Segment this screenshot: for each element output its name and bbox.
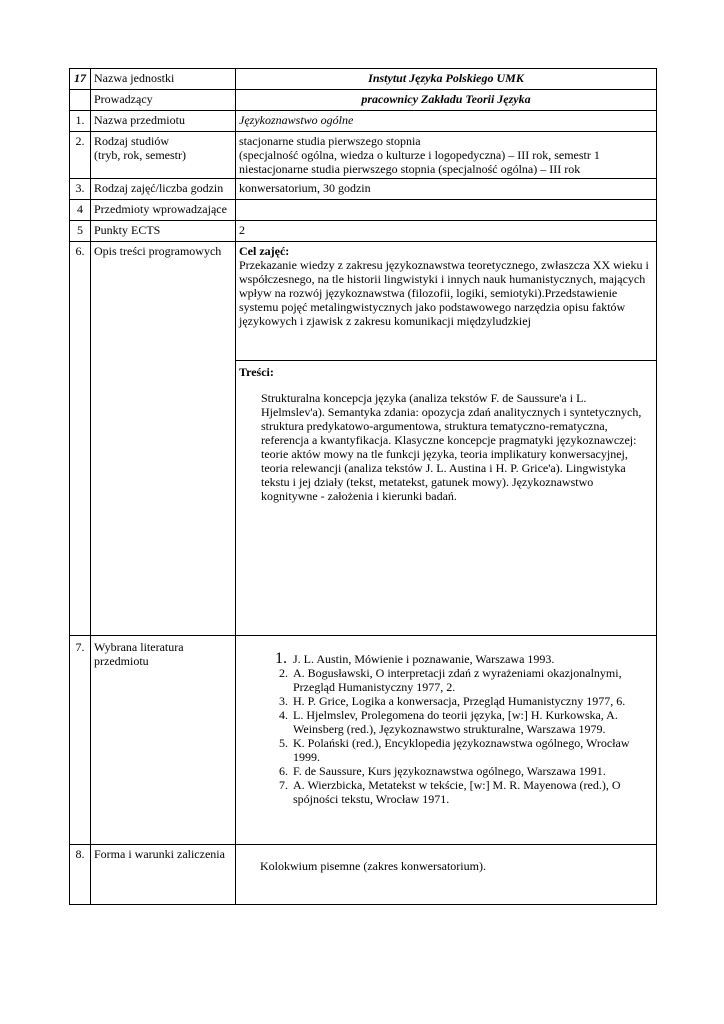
syllabus-page: [69, 68, 656, 905]
prerequisites-label: Przedmioty wprowadzające: [91, 200, 236, 221]
lead-label: Prowadzący: [91, 90, 236, 111]
unit-value: Instytut Języka Polskiego UMK: [236, 69, 657, 90]
row-assessment: [70, 845, 657, 905]
row-number: 6.: [70, 242, 91, 636]
program-goal-cell: [236, 242, 657, 361]
row-course-name: [70, 111, 657, 132]
literature-list: [239, 652, 653, 806]
row-number: 7.: [70, 636, 91, 845]
ects-value: 2: [236, 221, 657, 242]
study-type-value: [236, 132, 657, 179]
row-number: 3.: [70, 179, 91, 200]
study-type-value-line: stacjonarne studia pierwszego stopnia: [239, 134, 421, 148]
assessment-label: Forma i warunki zaliczenia: [91, 845, 236, 905]
literature-label: Wybrana literatura przedmiotu: [91, 636, 236, 845]
study-type-value-line: niestacjonarne studia pierwszego stopnia (specjalność ogólna) – III rok: [239, 162, 581, 176]
row-program-goal: [70, 242, 657, 361]
study-type-label-line: (tryb, rok, semestr): [94, 148, 186, 162]
row-number: 1.: [70, 111, 91, 132]
row-number: 5: [70, 221, 91, 242]
content-heading: Treści:: [239, 365, 274, 379]
literature-item: 1. J. L. Austin, Mówienie i poznawanie, Warszawa 1993.: [291, 652, 653, 666]
literature-item: 5. K. Polański (red.), Encyklopedia językoznawstwa ogólnego, Wrocław 1999.: [291, 736, 653, 764]
row-literature: [70, 636, 657, 845]
prerequisites-value: [236, 200, 657, 221]
class-type-value: konwersatorium, 30 godzin: [236, 179, 657, 200]
row-lead: [70, 90, 657, 111]
goal-text: Przekazanie wiedzy z zakresu językoznawstwa teoretycznego, zwłaszcza XX wieku i współczesnego, na tle historii lingwistyki i innych nauk humanistycznych, mających wpływ na rozwój językoznawstwa (filozofii, logiki, semiotyki).Przedstawienie systemu pojęć metalingwistycznych jako podstawowego narzędzia opisu faktów językowych i zjawisk z zakresu komunikacji międzyludzkiej: [239, 258, 649, 328]
goal-heading: Cel zajęć:: [239, 244, 290, 258]
row-study-type: [70, 132, 657, 179]
assessment-cell: [236, 845, 657, 905]
syllabus-table: [69, 68, 657, 905]
unit-label: Nazwa jednostki: [91, 69, 236, 90]
row-unit: [70, 69, 657, 90]
literature-item: 6. F. de Saussure, Kurs językoznawstwa ogólnego, Warszawa 1991.: [291, 764, 653, 778]
study-type-label-line: Rodzaj studiów: [94, 134, 169, 148]
row-prerequisites: [70, 200, 657, 221]
course-name-value: Językoznawstwo ogólne: [236, 111, 657, 132]
literature-cell: [236, 636, 657, 845]
row-ects: [70, 221, 657, 242]
literature-item: 4. L. Hjelmslev, Prolegomena do teorii języka, [w:] H. Kurkowska, A. Weinsberg (red.), Językoznawstwo strukturalne, Warszawa 1979.: [291, 708, 653, 736]
program-content-cell: [236, 361, 657, 636]
ects-label: Punkty ECTS: [91, 221, 236, 242]
row-number: 4: [70, 200, 91, 221]
literature-item: 7. A. Wierzbicka, Metatekst w tekście, [w:] M. R. Mayenowa (red.), O spójności tekstu, Wrocław 1971.: [291, 778, 653, 806]
study-type-label: [91, 132, 236, 179]
literature-item: 2. A. Bogusławski, O interpretacji zdań z wyrażeniami okazjonalnymi, Przegląd Humanistyczny 1977, 2.: [291, 666, 653, 694]
row-number: 17: [70, 69, 91, 90]
content-text: Strukturalna koncepcja języka (analiza tekstów F. de Saussure'a i L. Hjelmslev'a). Semantyka zdania: opozycja zdań analitycznych i syntetycznych, struktura predykatowo-argumentowa, struktura tematyczno-rematyczna, referencja a kwantyfikacja. Klasyczne koncepcje pragmatyki językoznawczej: teorie aktów mowy na tle funkcji języka, teoria implikatury konwersacyjnej, teoria relewancji (analiza tekstów J. L. Austina i H. P. Grice'a). Lingwistyka tekstu i jej działy (tekst, metatekst, gatunek mowy). Językoznawstwo kognitywne - założenia i kierunki badań.: [261, 391, 642, 503]
row-number: 2.: [70, 132, 91, 179]
lead-value: pracownicy Zakładu Teorii Języka: [236, 90, 657, 111]
literature-item: 3. H. P. Grice, Logika a konwersacja, Przegląd Humanistyczny 1977, 6.: [291, 694, 653, 708]
program-description-label: Opis treści programowych: [91, 242, 236, 636]
row-number: 8.: [70, 845, 91, 905]
study-type-value-line: (specjalność ogólna, wiedza o kulturze i logopedyczna) – III rok, semestr 1: [239, 148, 600, 162]
row-number-empty: [70, 90, 91, 111]
course-name-label: Nazwa przedmiotu: [91, 111, 236, 132]
row-class-type: [70, 179, 657, 200]
assessment-value: Kolokwium pisemne (zakres konwersatorium).: [260, 859, 486, 873]
class-type-label: Rodzaj zajęć/liczba godzin: [91, 179, 236, 200]
